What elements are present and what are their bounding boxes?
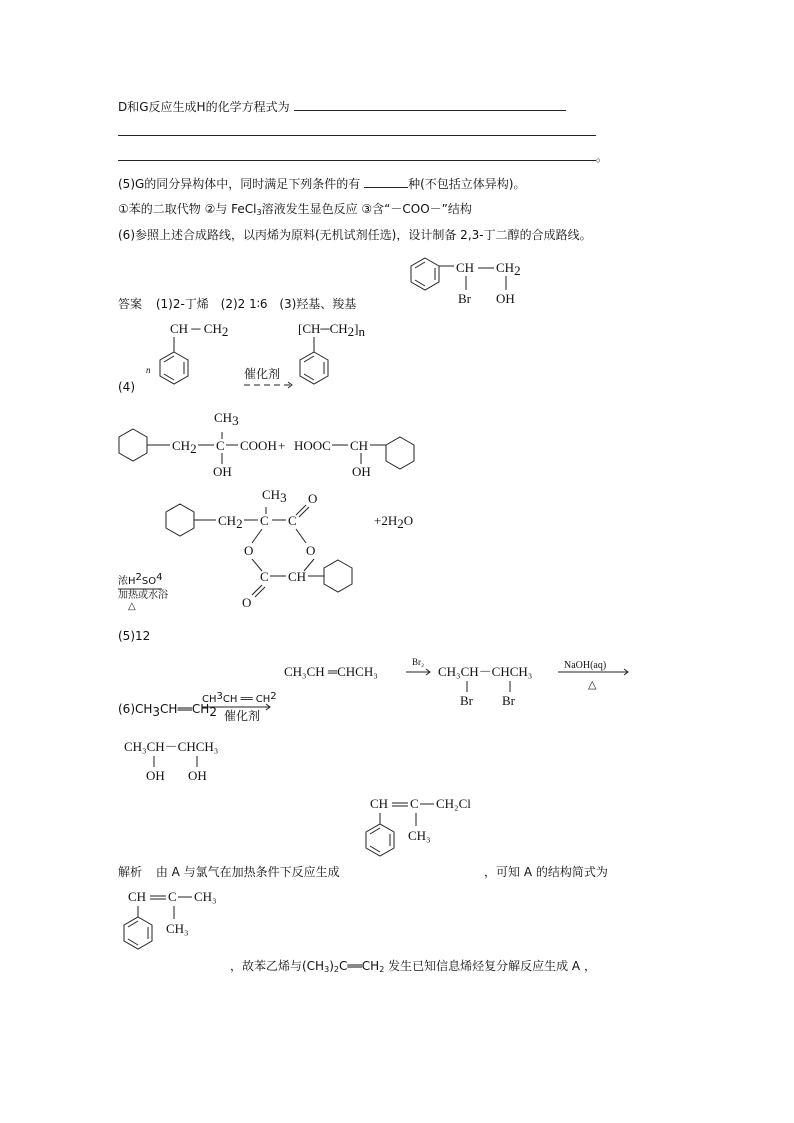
analysis-line-2: [230, 958, 596, 974]
structure-compound-a: [118, 885, 238, 965]
analysis-line-1: [118, 864, 340, 880]
reagent-br2: Br₂: [412, 657, 425, 667]
analysis-sub-3: 2: [379, 965, 385, 974]
analysis-text-2: ，可知 A 的结构简式为: [484, 865, 608, 879]
answer-blank-line-2-row: [118, 123, 596, 140]
analysis-text-3c: C══CH: [338, 959, 380, 973]
label-c-carbonyl: C: [288, 513, 297, 528]
answer-3: (3)羟基、羧基: [279, 297, 357, 311]
styrene-vinyl: CH ─ CH2: [170, 321, 229, 339]
answer-blank-line-2: [118, 123, 596, 136]
q6-question: [118, 227, 592, 243]
answer-5: [118, 628, 150, 644]
analysis-sub-1: 3: [324, 965, 330, 974]
label-ch2: CH2: [172, 438, 197, 456]
q5-cond-a: ①苯的二取代物 ②与 FeCl: [118, 202, 257, 216]
esterification-reactants: [118, 408, 438, 483]
label-ch3-b: CH₃: [166, 921, 189, 936]
label-o-ring-2: O: [306, 543, 316, 558]
label-ch2: CH2: [496, 260, 521, 278]
answer-blank-line-3: [118, 148, 596, 161]
label-ch2: CH2: [218, 513, 243, 531]
label-br-1: Br: [460, 693, 473, 708]
delta-symbol: △: [128, 601, 136, 612]
label-cooh: COOH: [240, 438, 277, 453]
label-oh-2: OH: [352, 464, 371, 479]
q5-conditions: [118, 201, 472, 217]
label-br-2: Br: [502, 693, 515, 708]
condition-h2so4: 浓H2SO4: [118, 572, 163, 587]
answer-1: (1)2-丁烯: [155, 297, 209, 311]
label-ch3-a: CH₃: [194, 889, 217, 904]
cyclic-diester-product: [118, 485, 438, 610]
label-ch2cl: CH₂Cl: [436, 796, 471, 811]
label-ch3: CH3: [262, 487, 287, 505]
q4-prompt: [118, 98, 566, 115]
q4-prefix: D和G反应生成H的化学方程式为: [118, 100, 290, 114]
polystyrene-chain: [CH─CH2]n: [298, 321, 366, 339]
label-oh-1: OH: [146, 768, 165, 783]
reagent-naoh: NaOH(aq): [564, 660, 607, 671]
n-coefficient: n: [146, 365, 151, 375]
q4-suffix: 。: [596, 150, 609, 164]
answer-6-start: (6)CH3CH══CH2: [118, 702, 217, 719]
polymerization-equation: [118, 318, 418, 398]
label-ch3: CH₃: [408, 828, 431, 843]
benzene-ring-icon: [166, 504, 194, 536]
analysis-text-3b: ): [329, 959, 334, 973]
label-oh: OH: [213, 464, 232, 479]
label-ch3: CH3: [214, 410, 239, 428]
catalyst-label: 催化剂: [244, 367, 281, 381]
metathesis-product: CH3CH ══ CH2: [202, 691, 277, 705]
analysis-text-3d: 发生已知信息烯烃复分解反应生成 A ，: [384, 959, 596, 973]
answer-blank-line-1: [294, 98, 566, 111]
analysis-text-1: 由 A 与氯气在加热条件下反应生成: [155, 865, 340, 879]
analysis-label: 解析: [118, 865, 143, 879]
answer-2: (2)2 1∶6: [220, 297, 268, 311]
q5-text-b: 种(不包括立体异构)。: [408, 177, 526, 191]
label-c: C: [410, 796, 419, 811]
label-ch: CH: [370, 796, 389, 811]
analysis-text-3: ，故苯乙烯与(CH: [230, 959, 325, 973]
label-butanediol: CH₃CH－CHCH₃: [124, 739, 219, 754]
q5-cond-sub: 3: [256, 208, 262, 217]
label-br: Br: [458, 291, 471, 306]
label-oh: OH: [496, 291, 515, 306]
label-dibromo: CH₃CH－CHCH₃: [438, 664, 533, 679]
label-c-quat: C: [260, 513, 269, 528]
q6-text: (6)参照上述合成路线，以丙烯为原料(无机试剂任选)，设计制备 2,3-丁二醇的合成路线。: [118, 228, 592, 242]
answer-5-text: (5)12: [118, 629, 151, 643]
answer-4-label: (4): [118, 380, 135, 394]
analysis-line-1b: [484, 864, 608, 880]
synthesis-route: [118, 650, 638, 790]
structure-bromohydrin: [410, 250, 550, 310]
label-o-lower: O: [242, 595, 252, 610]
q5-cond-b: 溶液发生显色反应 ③含“－COO－”结构: [261, 202, 472, 216]
label-oh-2: OH: [188, 768, 207, 783]
q5-question: [118, 175, 526, 192]
answer-line: [118, 296, 356, 312]
label-c-lower: C: [260, 569, 269, 584]
label-c: C: [168, 889, 177, 904]
label-ch: CH: [128, 889, 147, 904]
catalyst-label-2: 催化剂: [224, 709, 261, 723]
answer-blank-line-3-row: [118, 148, 608, 165]
label-o-ring-1: O: [244, 543, 254, 558]
label-ch-lower: CH: [288, 569, 307, 584]
benzene-ring-icon: [119, 429, 147, 461]
q5-text-a: (5)G的同分异构体中，同时满足下列条件的有: [118, 177, 365, 191]
analysis-sub-2: 2: [333, 965, 339, 974]
delta-symbol-2: △: [588, 679, 597, 691]
structure-allyl-chloride: [360, 792, 490, 872]
condition-heat: 加热或水浴: [118, 590, 168, 601]
plus-sign: +: [278, 438, 286, 453]
label-ch: CH: [456, 260, 475, 275]
label-o-carbonyl: O: [308, 491, 318, 506]
q5-answer-blank: [364, 175, 408, 188]
label-2-butene: CH₃CH ═CHCH₃: [284, 664, 378, 679]
benzene-ring-icon: [386, 437, 414, 469]
label-hooc: HOOC: [294, 438, 331, 453]
benzene-ring-icon: [324, 560, 352, 592]
label-c: C: [216, 438, 225, 453]
answer-label: 答案: [118, 297, 143, 311]
water-product: +2H2O: [374, 513, 414, 531]
label-ch: CH: [350, 438, 369, 453]
